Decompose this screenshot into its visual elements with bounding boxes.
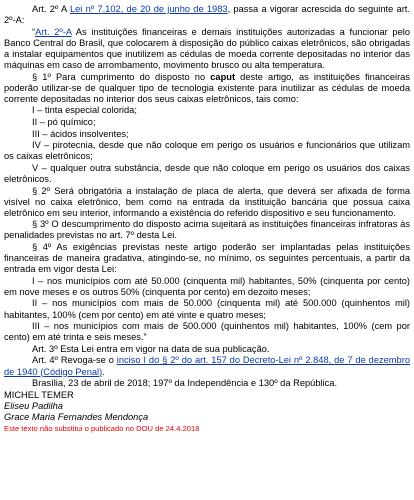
open-quote: “: [32, 26, 36, 37]
publication-notice: Este texto não substitui o publicado no DOU de 24.4.2018: [4, 423, 200, 433]
art4-text: Art. 4º Revoga-se o: [32, 355, 117, 366]
art2-label: Art. 2º: [32, 4, 59, 14]
p1-label: § 1º: [32, 71, 51, 82]
art2-suffix: , passa a vigorar acrescida do seguinte art. 2º-A:: [4, 4, 410, 26]
signature-minister-2: Grace Maria Fernandes Mendonça: [4, 411, 149, 422]
list-item: III – nos municípios com mais de 500.000 (quinhentos mil) habitantes, 100% (cem por cento) em até trinta e seis meses.”: [4, 321, 410, 343]
art2-paragraph: [4, 4, 410, 26]
signature-president: MICHEL TEMER: [4, 389, 74, 400]
signature-minister-1: Eliseu Padilha: [4, 400, 63, 411]
list-item: I – nos municípios com até 50.000 (cinquenta mil) habitantes, 50% (cinquenta por cento) em nove meses e os outros 50% (cinquenta por cento) em dezoito meses;: [4, 275, 410, 297]
list-item: V – qualquer outra substância, desde que não coloque em perigo os usuários dos caixas eletrônicos.: [4, 162, 410, 184]
art2-prefix: A: [61, 4, 67, 14]
p1-text-b: deste artigo, as instituições financeiras poderão utilizar-se de qualquer tipo de tecnologia existente para inutilizar as cédulas de moeda corrente depositadas no interior dos seus caixas eletrônicos, tais como:: [4, 71, 410, 104]
p1-caput-word: caput: [210, 71, 236, 82]
art4-end: .: [102, 366, 105, 377]
art2a-caput-text: As instituições financeiras e demais instituições autorizadas a funcionar pelo Banco Central do Brasil, que colocarem à disposição do público caixas eletrônicos, são obrigadas a instalar equipamentos que inutilizem as cédulas de moeda corrente depositadas no interior das máquinas em caso de arrombamento, movimento brusco ou alta temperatura.: [4, 26, 410, 70]
p1-text-a: Para cumprimento do disposto no: [50, 71, 211, 82]
list-item: II – nos municípios com mais de 50.000 (cinquenta mil) até 500.000 (quinhentos mil) habitantes, 100% (cem por cento) em até vinte e quatro meses;: [4, 298, 410, 320]
list-item: II – pó químico;: [32, 116, 96, 127]
art2a-caput: [4, 27, 410, 71]
art2a-link[interactable]: Art. 2º-A: [35, 26, 72, 37]
list-item: III – ácidos insolventes;: [32, 128, 129, 139]
art2a-paragraph-2: § 2º Será obrigatória a instalação de placa de alerta, que deverá ser afixada de forma visível no caixa eletrônico, bem como na entrada da instituição bancária que possua caixa eletrônico em seu interior, informando a existência do referido dispositivo e seu funcionamento.: [4, 185, 410, 218]
list-item: IV – pirotecnia, desde que não coloque em perigo os usuários e funcionários que utilizam os caixas eletrônicos;: [4, 140, 410, 162]
penal-code-link[interactable]: inciso I do § 2º do art. 157 do Decreto-Lei nº 2.848, de 7 de dezembro de 1940 (Código Penal): [4, 355, 410, 377]
art2a-paragraph-4: § 4º As exigências previstas neste artigo poderão ser implantadas pelas instituições financeiras de maneira gradativa, atingindo-se, no mínimo, os seguintes percentuais, a partir da entrada em vigor desta Lei:: [4, 241, 410, 275]
art2a-paragraph-1: [4, 72, 410, 105]
art2a-paragraph-3: § 3º O descumprimento do disposto acima sujeitará as instituições financeiras infratoras às penalidades previstas no art. 7º desta Lei.: [4, 219, 410, 241]
list-item: I – tinta especial colorida;: [32, 105, 137, 116]
law-7102-link[interactable]: Lei nº 7.102, de 20 de junho de 1983: [69, 4, 228, 14]
art4-paragraph: [4, 355, 410, 377]
art3-paragraph: Art. 3º Esta Lei entra em vigor na data de sua publicação.: [32, 343, 270, 354]
dateline: Brasília, 23 de abril de 2018; 197º da Independência e 130º da República.: [32, 378, 338, 389]
